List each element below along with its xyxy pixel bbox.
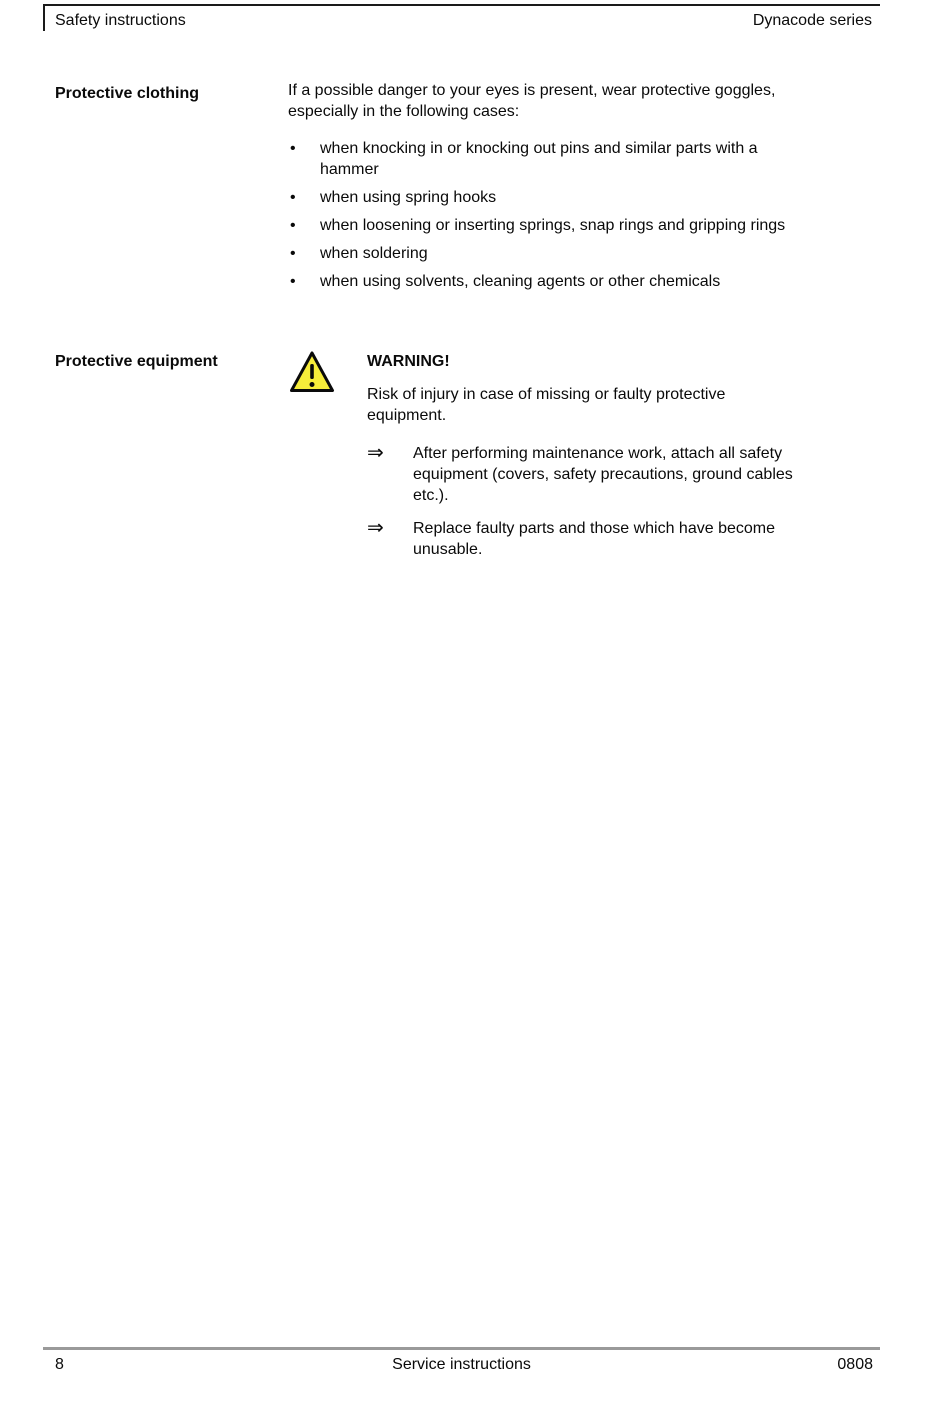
footer-page-number: 8	[55, 1356, 64, 1373]
action-text	[413, 518, 775, 560]
warning-triangle-icon	[289, 350, 335, 394]
bullet-dot-icon: •	[290, 273, 296, 290]
action-line: unusable.	[413, 541, 483, 558]
bullet-dot-icon: •	[290, 140, 296, 157]
double-arrow-icon: ⇒	[367, 440, 384, 464]
warning-action-item	[367, 515, 880, 560]
section-label-protective-equipment: Protective equipment	[55, 353, 218, 370]
page-footer	[43, 1356, 880, 1374]
list-item	[288, 215, 880, 236]
action-line: After performing maintenance work, attach all safety	[413, 445, 783, 462]
header-product-series: Dynacode series	[752, 12, 872, 29]
intro-paragraph	[288, 80, 880, 122]
header-section-title: Safety instructions	[55, 12, 186, 29]
bullet-text	[320, 271, 720, 292]
warning-body-line: Risk of injury in case of missing or faulty protective	[367, 386, 726, 403]
warning-body-line: equipment.	[367, 407, 447, 424]
bullet-text	[320, 138, 758, 180]
double-arrow-icon: ⇒	[367, 515, 384, 539]
list-item	[288, 271, 880, 292]
bullet-line: when soldering	[320, 245, 428, 262]
list-item	[288, 187, 880, 208]
action-line: Replace faulty parts and those which have become	[413, 520, 775, 537]
bullet-list	[288, 138, 880, 292]
bullet-text	[320, 215, 785, 236]
section-label-protective-clothing: Protective clothing	[55, 85, 200, 102]
bullet-line: when loosening or inserting springs, snap rings and gripping rings	[320, 217, 786, 234]
warning-action-item	[367, 440, 880, 506]
action-text	[413, 443, 793, 506]
bullet-text	[320, 187, 496, 208]
bullet-dot-icon: •	[290, 189, 296, 206]
footer-document-title: Service instructions	[392, 1356, 531, 1373]
intro-line: especially in the following cases:	[288, 103, 520, 120]
bullet-dot-icon: •	[290, 217, 296, 234]
bullet-dot-icon: •	[290, 245, 296, 262]
action-line: equipment (covers, safety precautions, ground cables	[413, 466, 793, 483]
list-item	[288, 138, 880, 180]
footer-divider	[43, 1347, 880, 1350]
action-line: etc.).	[413, 487, 449, 504]
bullet-line: hammer	[320, 161, 379, 178]
bullet-line: when knocking in or knocking out pins and similar parts with a	[320, 140, 758, 157]
bullet-text	[320, 243, 428, 264]
intro-line: If a possible danger to your eyes is present, wear protective goggles,	[288, 82, 776, 99]
warning-title: WARNING!	[367, 353, 450, 370]
warning-body	[367, 384, 880, 426]
warning-block	[367, 351, 880, 560]
page-header	[43, 4, 880, 31]
list-item	[288, 243, 880, 264]
footer-doc-code: 0808	[837, 1356, 873, 1373]
section-content-protective-clothing	[288, 80, 880, 299]
bullet-line: when using solvents, cleaning agents or other chemicals	[320, 273, 721, 290]
bullet-line: when using spring hooks	[320, 189, 497, 206]
